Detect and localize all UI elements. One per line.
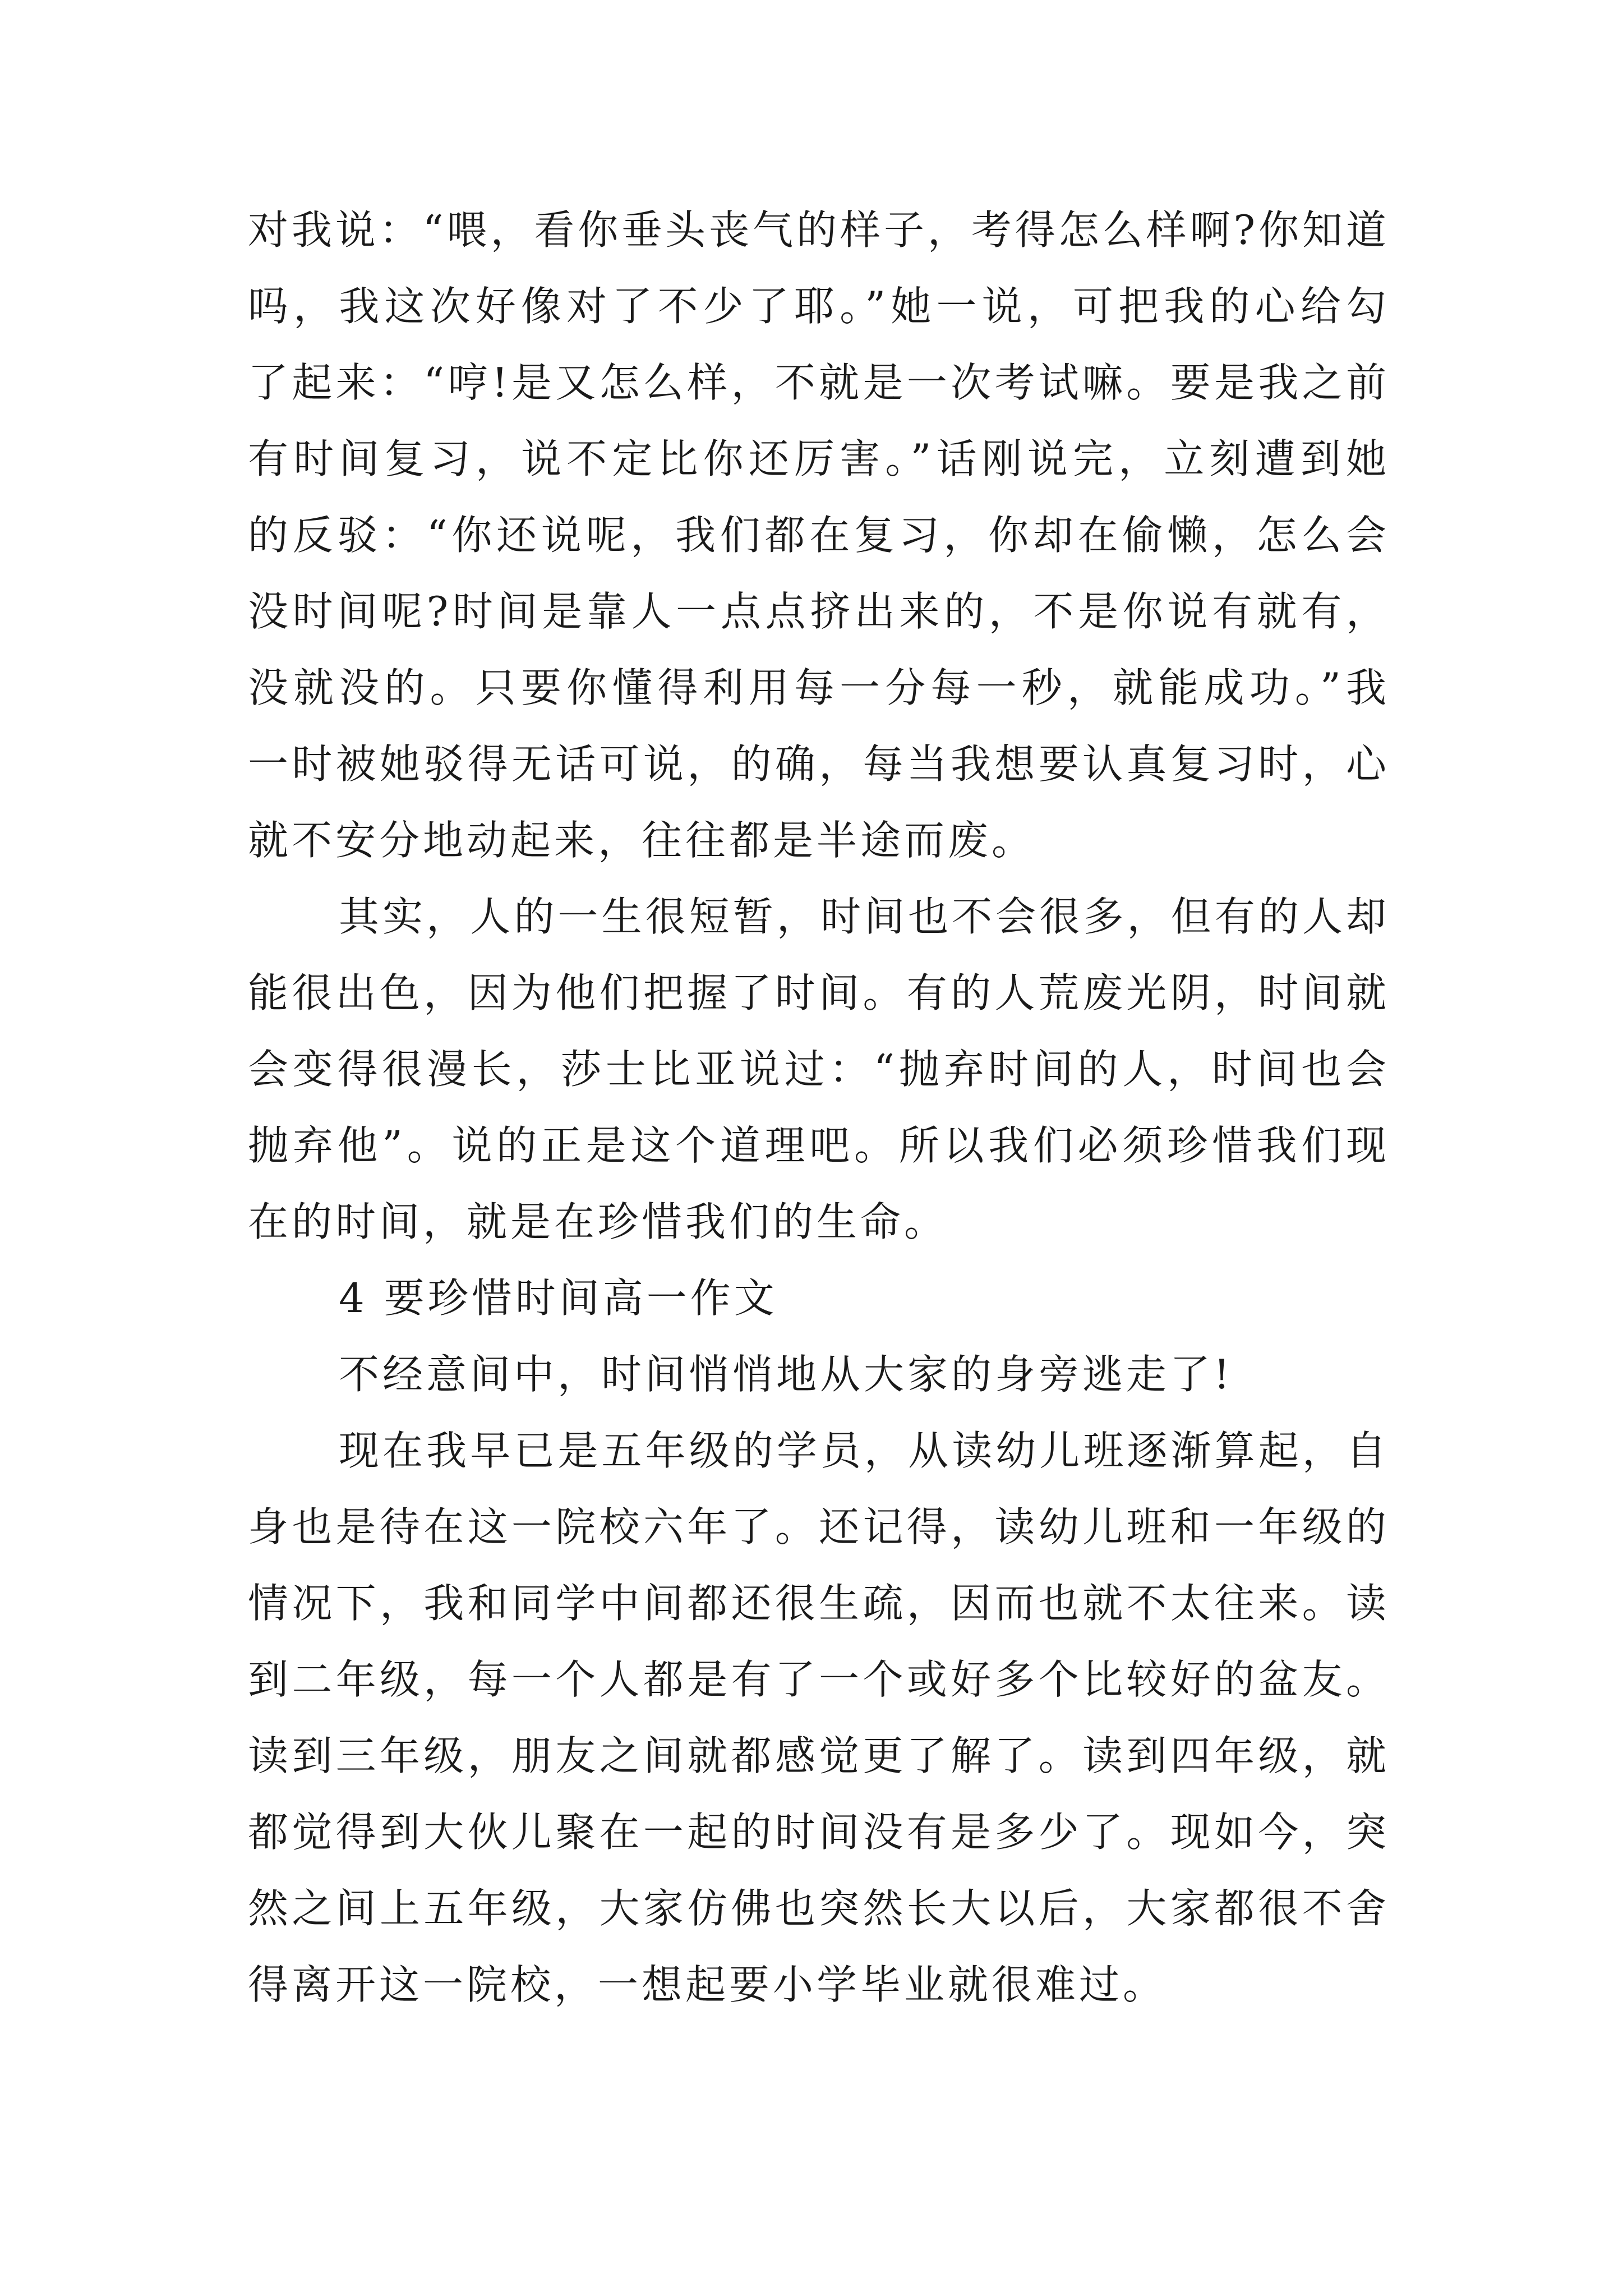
text-line: 在的时间，就是在珍惜我们的生命。 — [248, 1198, 948, 1245]
text-line: 都觉得到大伙儿聚在一起的时间没有是多少了。现如今，突 — [248, 1809, 1386, 1856]
text-line: 有时间复习，说不定比你还厉害。”话刚说完，立刻遭到她 — [248, 435, 1386, 482]
text-line: 吗，我这次好像对了不少了耶。”她一说，可把我的心给勾 — [248, 283, 1386, 330]
text-line: 到二年级，每一个人都是有了一个或好多个比较好的盆友。 — [248, 1656, 1386, 1703]
text-line: 了起来：“哼!是又怎么样，不就是一次考试嘛。要是我之前 — [248, 359, 1386, 406]
paragraph-first-line: 不经意间中，时间悄悄地从大家的身旁逃走了! — [339, 1351, 1233, 1398]
text-line: 身也是待在这一院校六年了。还记得，读幼儿班和一年级的 — [248, 1503, 1386, 1550]
paragraph-first-line: 现在我早已是五年级的学员，从读幼儿班逐渐算起，自 — [339, 1427, 1386, 1474]
text-line: 就不安分地动起来，往往都是半途而废。 — [248, 817, 1036, 864]
text-line: 抛弃他”。说的正是这个道理吧。所以我们必须珍惜我们现 — [248, 1122, 1386, 1169]
text-line: 情况下，我和同学中间都还很生疏，因而也就不太往来。读 — [248, 1580, 1386, 1627]
text-line: 没时间呢?时间是靠人一点点挤出来的，不是你说有就有， — [248, 588, 1386, 635]
text-line: 一时被她驳得无话可说，的确，每当我想要认真复习时，心 — [248, 740, 1386, 788]
paragraph-first-line: 4 要珍惜时间高一作文 — [339, 1274, 778, 1322]
text-line: 能很出色，因为他们把握了时间。有的人荒废光阴，时间就 — [248, 969, 1386, 1016]
text-line: 没就没的。只要你懂得利用每一分每一秒，就能成功。”我 — [248, 664, 1386, 711]
text-line: 对我说：“喂，看你垂头丧气的样子，考得怎么样啊?你知道 — [248, 206, 1386, 254]
text-line: 得离开这一院校，一想起要小学毕业就很难过。 — [248, 1961, 1167, 2008]
text-line: 会变得很漫长，莎士比亚说过：“抛弃时间的人，时间也会 — [248, 1046, 1386, 1093]
paragraph-first-line: 其实，人的一生很短暂，时间也不会很多，但有的人却 — [339, 893, 1386, 940]
text-line: 的反驳：“你还说呢，我们都在复习，你却在偷懒，怎么会 — [248, 512, 1386, 559]
text-line: 然之间上五年级，大家仿佛也突然长大以后，大家都很不舍 — [248, 1885, 1386, 1932]
text-line: 读到三年级，朋友之间就都感觉更了解了。读到四年级，就 — [248, 1732, 1386, 1779]
